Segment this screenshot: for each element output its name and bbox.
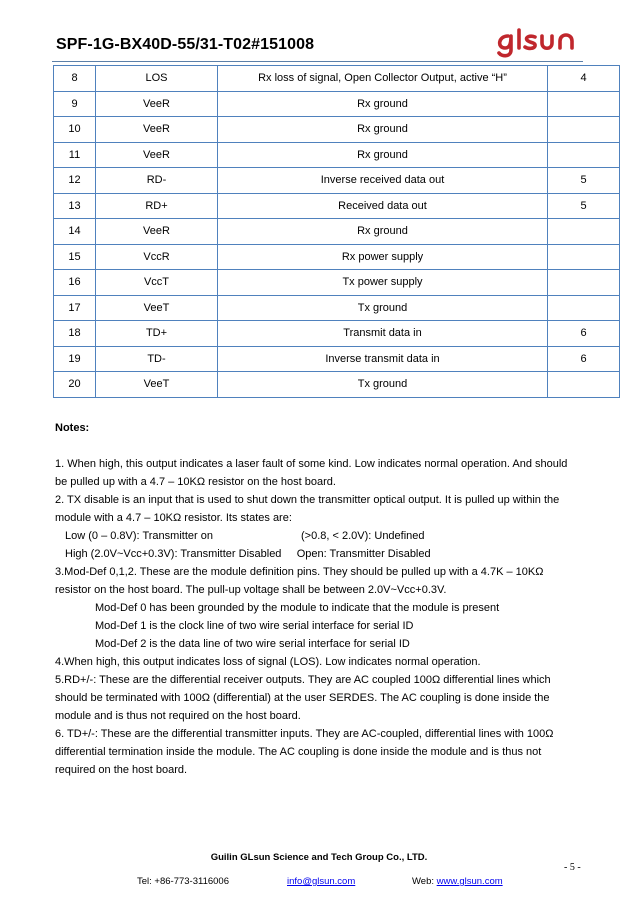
pin-definition-table [53, 65, 620, 398]
pin-number-cell: 10 [54, 117, 96, 143]
pin-function-cell: Rx ground [218, 142, 548, 168]
footer-email-link[interactable]: info@glsun.com [287, 876, 356, 887]
pin-number-cell: 9 [54, 91, 96, 117]
footer-web [412, 876, 503, 887]
pin-number-cell: 11 [54, 142, 96, 168]
pin-name-cell: RD+ [96, 193, 218, 219]
note-6-line-2: differential termination inside the module. The AC coupling is done inside the module and is thus not [55, 746, 542, 758]
pin-function-cell: Inverse received data out [218, 168, 548, 194]
pin-name-cell: VccR [96, 244, 218, 270]
note-3-mod-def-2: Mod-Def 2 is the data line of two wire serial interface for serial ID [95, 638, 410, 650]
pin-function-cell: Rx power supply [218, 244, 548, 270]
note-5-line-3: module and is thus not required on the host board. [55, 710, 301, 722]
pin-name-cell: VeeR [96, 91, 218, 117]
footer-web-link[interactable]: www.glsun.com [436, 876, 503, 887]
pin-name-cell: VeeR [96, 142, 218, 168]
table-row [54, 193, 620, 219]
note-3-line-2: resistor on the host board. The pull-up voltage shall be between 2.0V~Vcc+0.3V. [55, 584, 447, 596]
pin-number-cell: 8 [54, 66, 96, 92]
table-row [54, 346, 620, 372]
note-3-mod-def-1: Mod-Def 1 is the clock line of two wire serial interface for serial ID [95, 620, 414, 632]
table-row [54, 270, 620, 296]
notes-section [55, 419, 595, 779]
pin-note-cell [548, 244, 620, 270]
pin-function-cell: Rx loss of signal, Open Collector Output, active “H” [218, 66, 548, 92]
pin-number-cell: 19 [54, 346, 96, 372]
table-row [54, 219, 620, 245]
note-4: 4.When high, this output indicates loss of signal (LOS). Low indicates normal operation. [55, 656, 481, 668]
state-low: Low (0 – 0.8V): Transmitter on [65, 530, 213, 542]
state-open: Open: Transmitter Disabled [296, 548, 431, 560]
note-1-line-2: be pulled up with a 4.7 – 10KΩ resistor on the host board. [55, 476, 336, 488]
pin-note-cell [548, 372, 620, 398]
pin-name-cell: LOS [96, 66, 218, 92]
note-6-line-1: 6. TD+/-: These are the differential transmitter inputs. They are AC-coupled, differential lines with 100Ω [55, 728, 554, 740]
pin-note-cell [548, 219, 620, 245]
pin-number-cell: 20 [54, 372, 96, 398]
pin-name-cell: VeeT [96, 372, 218, 398]
state-undefined: (>0.8, < 2.0V): Undefined [301, 530, 425, 542]
pin-note-cell: 5 [548, 193, 620, 219]
document-title: SPF-1G-BX40D-55/31-T02#151008 [56, 36, 315, 53]
pin-note-cell: 6 [548, 346, 620, 372]
table-row [54, 66, 620, 92]
pin-function-cell: Tx ground [218, 295, 548, 321]
pin-note-cell [548, 295, 620, 321]
pin-function-cell: Rx ground [218, 91, 548, 117]
pin-function-cell: Received data out [218, 193, 548, 219]
pin-note-cell: 4 [548, 66, 620, 92]
pin-note-cell [548, 142, 620, 168]
pin-note-cell: 5 [548, 168, 620, 194]
pin-number-cell: 13 [54, 193, 96, 219]
pin-function-cell: Rx ground [218, 117, 548, 143]
pin-number-cell: 16 [54, 270, 96, 296]
footer-web-label: Web: [412, 876, 437, 887]
table-row [54, 244, 620, 270]
pin-name-cell: RD- [96, 168, 218, 194]
footer-tel: Tel: +86-773-3116006 [137, 876, 229, 887]
note-2-line-2: module with a 4.7 – 10KΩ resistor. Its states are: [55, 512, 292, 524]
table-row [54, 372, 620, 398]
pin-note-cell [548, 91, 620, 117]
state-high: High (2.0V~Vcc+0.3V): Transmitter Disabled [65, 548, 282, 560]
table-row [54, 117, 620, 143]
note-5-line-1: 5.RD+/-: These are the differential receiver outputs. They are AC coupled 100Ω differential lines which [55, 674, 551, 686]
pin-name-cell: VeeR [96, 117, 218, 143]
notes-title: Notes: [55, 422, 90, 434]
note-5-line-2: should be terminated with 100Ω (differential) at the user SERDES. The AC coupling is done inside the [55, 692, 550, 704]
pin-name-cell: VeeR [96, 219, 218, 245]
footer-company: Guilin GLsun Science and Tech Group Co., LTD. [210, 852, 428, 863]
note-3-mod-def-0: Mod-Def 0 has been grounded by the module to indicate that the module is present [95, 602, 500, 614]
pin-function-cell: Inverse transmit data in [218, 346, 548, 372]
pin-number-cell: 15 [54, 244, 96, 270]
pin-note-cell [548, 117, 620, 143]
note-2-state-row-2 [55, 545, 595, 563]
pin-note-cell [548, 270, 620, 296]
header-divider [52, 61, 583, 62]
page-number: - 5 - [564, 862, 581, 873]
note-3-line-1: 3.Mod-Def 0,1,2. These are the module definition pins. They should be pulled up with a 4.7K – 10KΩ [55, 566, 544, 578]
glsun-logo [494, 28, 580, 58]
table-row [54, 295, 620, 321]
pin-number-cell: 18 [54, 321, 96, 347]
pin-name-cell: VccT [96, 270, 218, 296]
pin-name-cell: TD- [96, 346, 218, 372]
pin-number-cell: 14 [54, 219, 96, 245]
pin-function-cell: Tx power supply [218, 270, 548, 296]
table-row [54, 142, 620, 168]
pin-function-cell: Transmit data in [218, 321, 548, 347]
table-row [54, 91, 620, 117]
note-6-line-3: required on the host board. [55, 764, 188, 776]
note-2-state-row-1 [55, 527, 595, 545]
note-1-line-1: 1. When high, this output indicates a laser fault of some kind. Low indicates normal operation. And should [55, 458, 568, 470]
pin-name-cell: TD+ [96, 321, 218, 347]
pin-function-cell: Rx ground [218, 219, 548, 245]
pin-number-cell: 17 [54, 295, 96, 321]
pin-number-cell: 12 [54, 168, 96, 194]
table-row [54, 321, 620, 347]
note-2-line-1: 2. TX disable is an input that is used to shut down the transmitter optical output. It is pulled up within the [55, 494, 560, 506]
pin-name-cell: VeeT [96, 295, 218, 321]
pin-function-cell: Tx ground [218, 372, 548, 398]
pin-note-cell: 6 [548, 321, 620, 347]
table-row [54, 168, 620, 194]
